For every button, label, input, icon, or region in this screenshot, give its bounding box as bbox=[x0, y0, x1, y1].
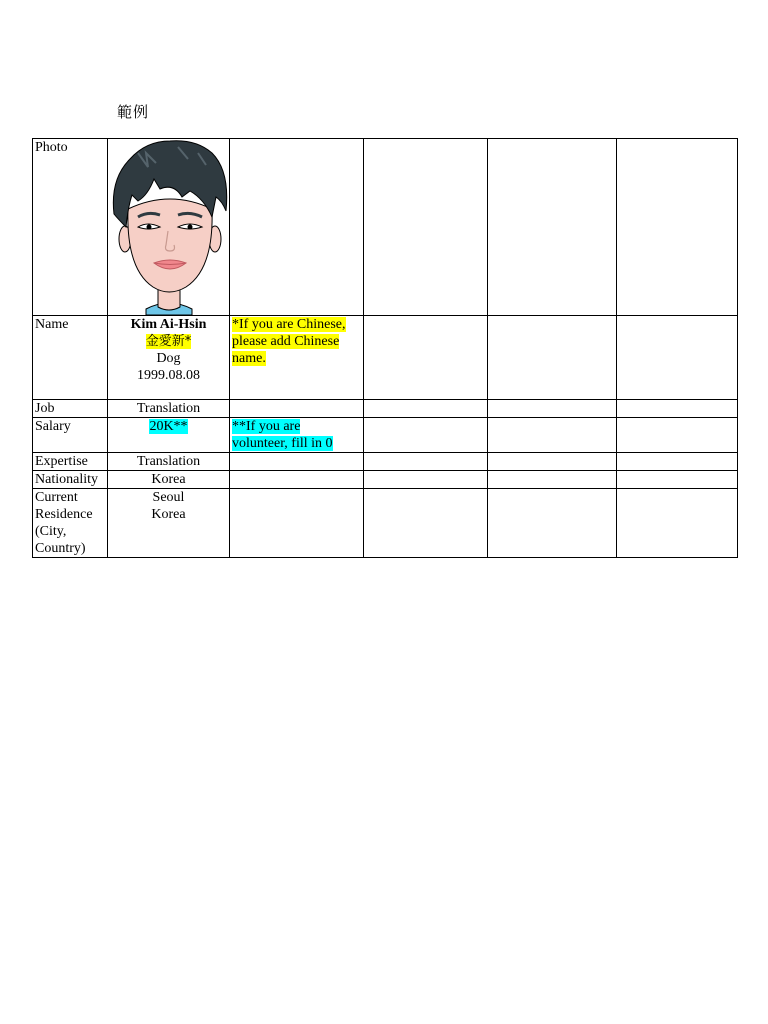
expertise-cell-3 bbox=[230, 453, 364, 471]
residence-cell-4 bbox=[364, 489, 488, 558]
photo-cell-3 bbox=[230, 139, 364, 316]
residence-label-line-2: Residence bbox=[35, 507, 93, 522]
residence-cell-3 bbox=[230, 489, 364, 558]
name-cell-6 bbox=[617, 316, 738, 400]
job-cell-5 bbox=[488, 400, 617, 418]
profile-table bbox=[32, 138, 738, 558]
job-label: Job bbox=[33, 400, 108, 418]
salary-cell-6 bbox=[617, 418, 738, 453]
nationality-value: Korea bbox=[108, 471, 230, 489]
residence-cell-6 bbox=[617, 489, 738, 558]
residence-label-line-1: Current bbox=[35, 490, 78, 505]
residence-value bbox=[108, 489, 230, 558]
name-row bbox=[33, 316, 738, 400]
job-cell-3 bbox=[230, 400, 364, 418]
residence-label-line-3: (City, bbox=[35, 524, 67, 539]
salary-note-line-2: volunteer, fill in 0 bbox=[232, 436, 333, 451]
residence-row bbox=[33, 489, 738, 558]
salary-cell-5 bbox=[488, 418, 617, 453]
photo-cell bbox=[108, 139, 230, 316]
name-note-cell bbox=[230, 316, 364, 400]
salary-note-cell bbox=[230, 418, 364, 453]
residence-label bbox=[33, 489, 108, 558]
residence-label-line-4: Country) bbox=[35, 541, 86, 556]
residence-cell-5 bbox=[488, 489, 617, 558]
expertise-value: Translation bbox=[108, 453, 230, 471]
job-cell-6 bbox=[617, 400, 738, 418]
residence-city: Seoul bbox=[152, 490, 185, 505]
expertise-cell-5 bbox=[488, 453, 617, 471]
photo-cell-4 bbox=[364, 139, 488, 316]
zodiac: Dog bbox=[156, 351, 181, 366]
nationality-cell-6 bbox=[617, 471, 738, 489]
name-note-line-2: please add Chinese bbox=[232, 334, 340, 349]
photo-label: Photo bbox=[33, 139, 108, 316]
nationality-cell-5 bbox=[488, 471, 617, 489]
salary-example bbox=[108, 418, 230, 453]
nationality-cell-3 bbox=[230, 471, 364, 489]
salary-row bbox=[33, 418, 738, 453]
nationality-label: Nationality bbox=[33, 471, 108, 489]
page-heading: 範例 bbox=[117, 103, 150, 121]
job-cell-4 bbox=[364, 400, 488, 418]
job-row bbox=[33, 400, 738, 418]
name-example bbox=[108, 316, 230, 400]
job-value: Translation bbox=[108, 400, 230, 418]
name-note-line-3: name. bbox=[232, 351, 266, 366]
salary-cell-4 bbox=[364, 418, 488, 453]
expertise-label: Expertise bbox=[33, 453, 108, 471]
name-cell-4 bbox=[364, 316, 488, 400]
chinese-name: 金愛新* bbox=[145, 334, 192, 349]
name-label: Name bbox=[33, 316, 108, 400]
salary-note-line-1: **If you are bbox=[232, 419, 301, 434]
english-name: Kim Ai-Hsin bbox=[130, 317, 207, 332]
photo-cell-6 bbox=[617, 139, 738, 316]
name-note-line-1: *If you are Chinese, bbox=[232, 317, 346, 332]
birthdate: 1999.08.08 bbox=[137, 368, 200, 383]
cartoon-portrait-icon bbox=[108, 139, 230, 315]
nationality-cell-4 bbox=[364, 471, 488, 489]
photo-row bbox=[33, 139, 738, 316]
salary-value: 20K** bbox=[149, 419, 188, 434]
photo-cell-5 bbox=[488, 139, 617, 316]
expertise-cell-6 bbox=[617, 453, 738, 471]
residence-country: Korea bbox=[151, 507, 186, 522]
expertise-cell-4 bbox=[364, 453, 488, 471]
nationality-row bbox=[33, 471, 738, 489]
expertise-row bbox=[33, 453, 738, 471]
salary-label: Salary bbox=[33, 418, 108, 453]
name-cell-5 bbox=[488, 316, 617, 400]
